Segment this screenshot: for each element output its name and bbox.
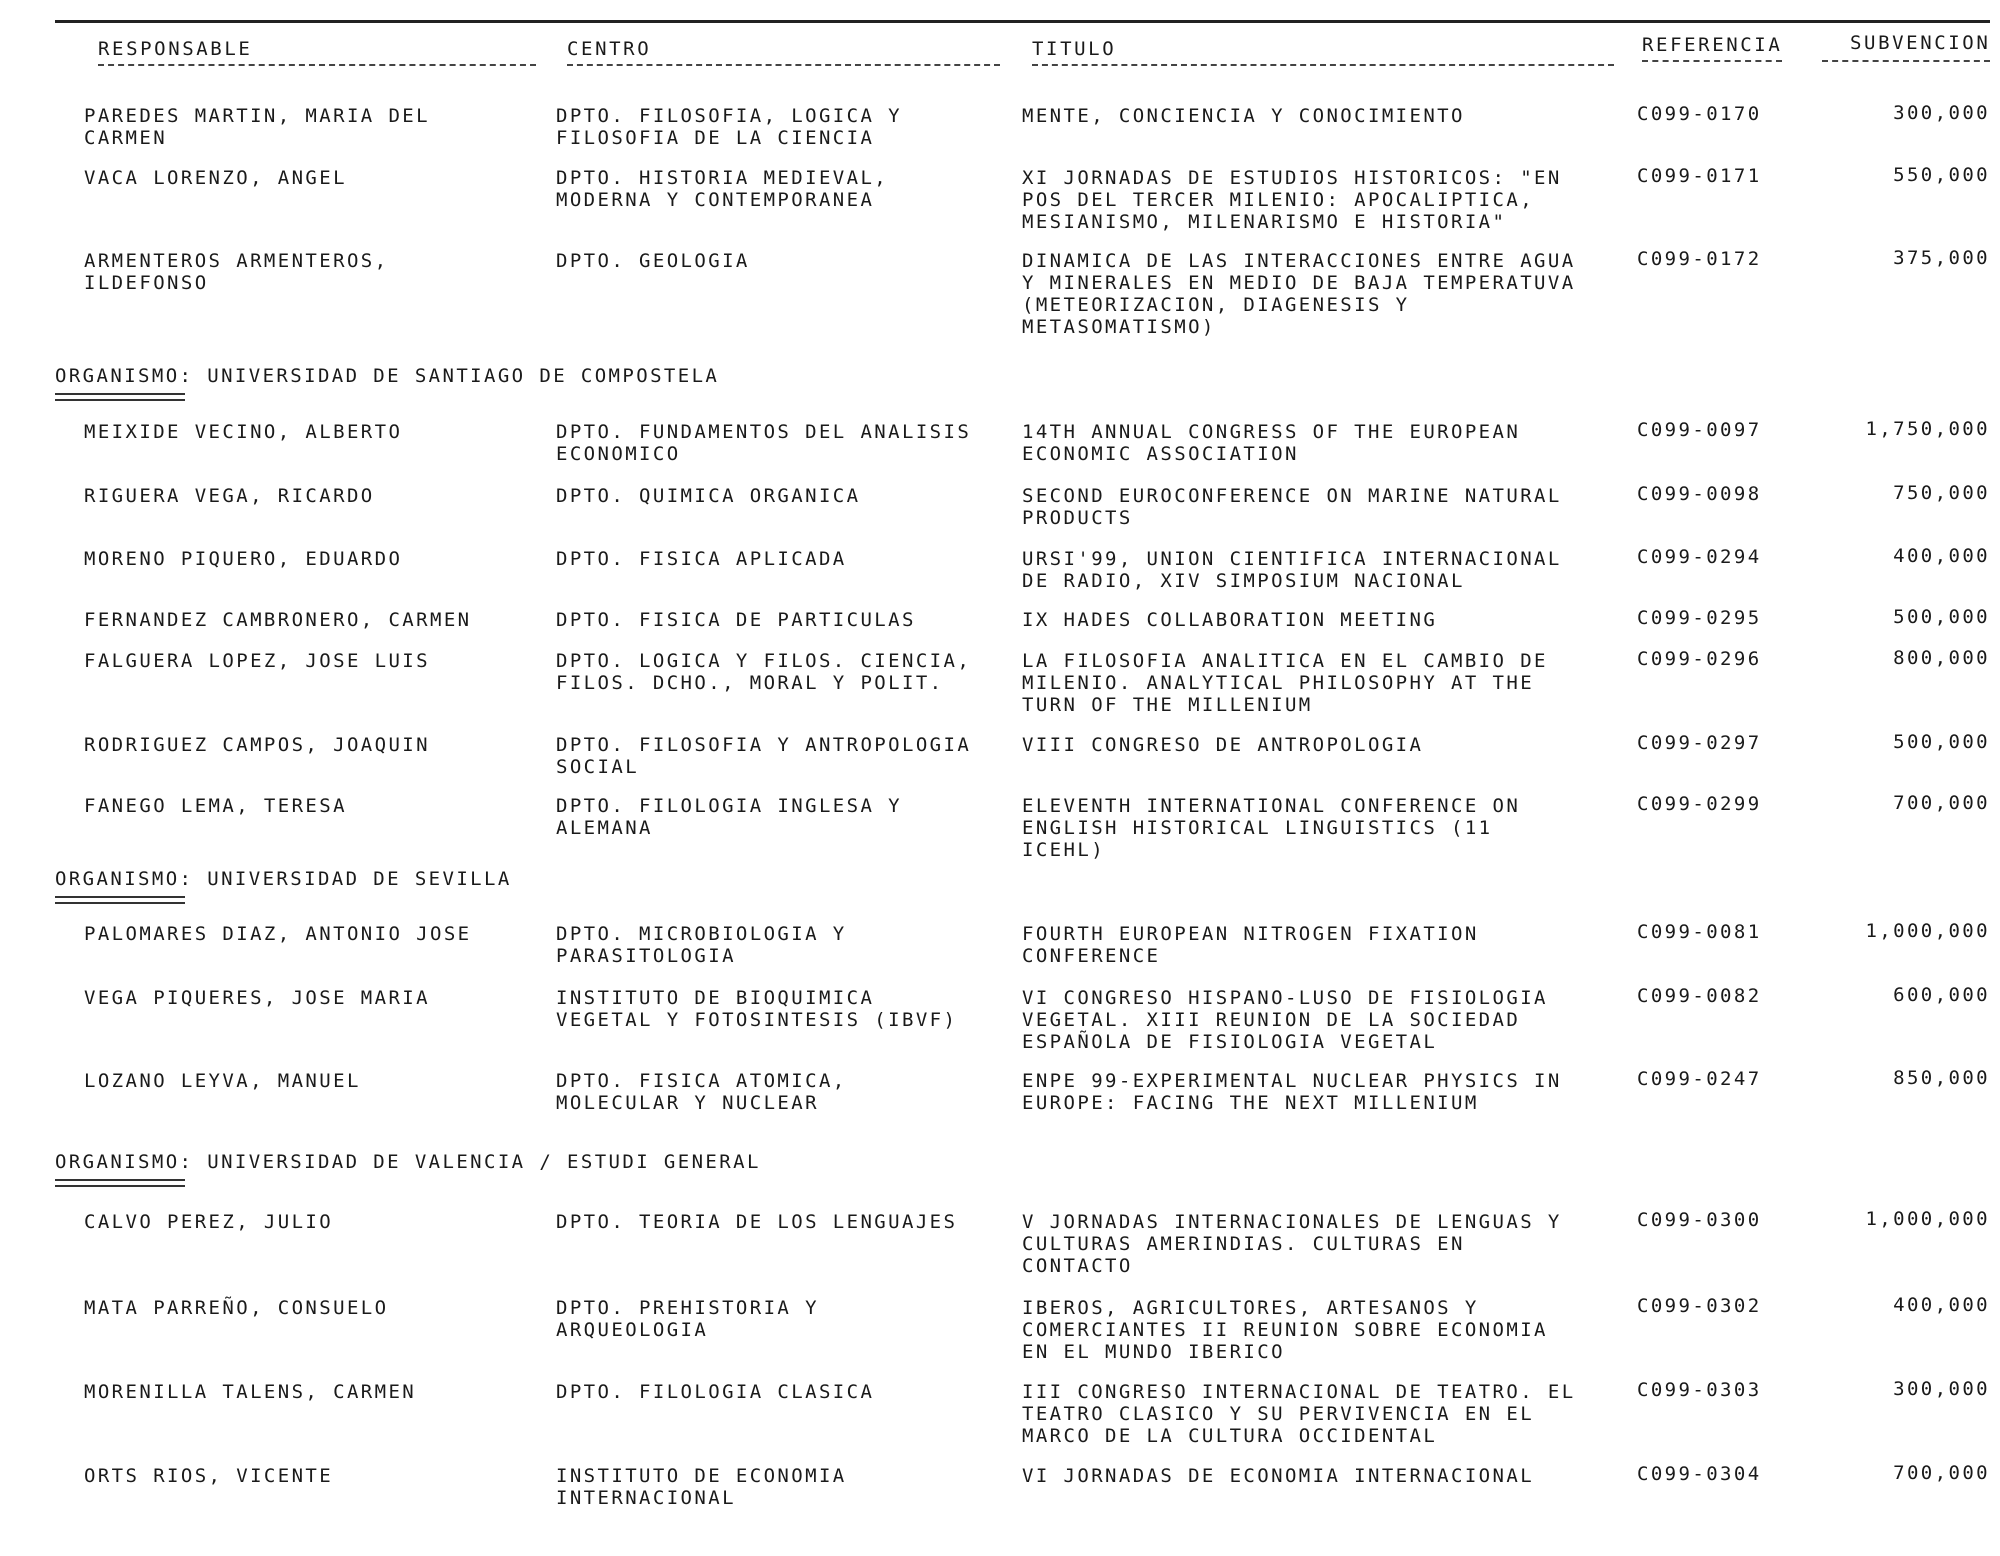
organismo-heading: ORGANISMO: UNIVERSIDAD DE VALENCIA / ESTUDI GENERAL (55, 1151, 761, 1173)
cell-referencia: C099-0304 (1637, 1463, 1762, 1485)
cell-centro: DPTO. FISICA DE PARTICULAS (556, 609, 916, 631)
cell-subvencion: 700,000 (1893, 1462, 1990, 1484)
cell-referencia: C099-0170 (1637, 103, 1762, 125)
cell-referencia: C099-0172 (1637, 248, 1762, 270)
cell-centro: DPTO. MICROBIOLOGIA Y PARASITOLOGIA (556, 923, 847, 967)
cell-titulo: V JORNADAS INTERNACIONALES DE LENGUAS Y CULTURAS AMERINDIAS. CULTURAS EN CONTACTO (1022, 1211, 1562, 1277)
cell-referencia: C099-0171 (1637, 165, 1762, 187)
cell-subvencion: 850,000 (1893, 1067, 1990, 1089)
cell-responsable: FALGUERA LOPEZ, JOSE LUIS (84, 650, 430, 672)
cell-subvencion: 1,000,000 (1865, 1208, 1990, 1230)
cell-referencia: C099-0299 (1637, 793, 1762, 815)
cell-responsable: FANEGO LEMA, TERESA (84, 795, 347, 817)
cell-subvencion: 800,000 (1893, 647, 1990, 669)
cell-titulo: URSI'99, UNION CIENTIFICA INTERNACIONAL DE RADIO, XIV SIMPOSIUM NACIONAL (1022, 548, 1562, 592)
cell-responsable: ORTS RIOS, VICENTE (84, 1465, 334, 1487)
cell-titulo: 14TH ANNUAL CONGRESS OF THE EUROPEAN ECONOMIC ASSOCIATION (1022, 421, 1521, 465)
cell-centro: DPTO. FISICA APLICADA (556, 548, 847, 570)
cell-responsable: CALVO PEREZ, JULIO (84, 1211, 334, 1233)
cell-centro: DPTO. LOGICA Y FILOS. CIENCIA, FILOS. DCHO., MORAL Y POLIT. (556, 650, 972, 694)
cell-subvencion: 750,000 (1893, 482, 1990, 504)
cell-responsable: MATA PARREÑO, CONSUELO (84, 1297, 389, 1319)
cell-responsable: PALOMARES DIAZ, ANTONIO JOSE (84, 923, 472, 945)
header-underline (1822, 60, 1990, 62)
header-underline (98, 64, 536, 66)
cell-referencia: C099-0295 (1637, 607, 1762, 629)
cell-subvencion: 700,000 (1893, 792, 1990, 814)
cell-referencia: C099-0300 (1637, 1209, 1762, 1231)
column-header-titulo: TITULO (1032, 38, 1117, 60)
cell-centro: DPTO. FUNDAMENTOS DEL ANALISIS ECONOMICO (556, 421, 972, 465)
cell-titulo: VI CONGRESO HISPANO-LUSO DE FISIOLOGIA VEGETAL. XIII REUNION DE LA SOCIEDAD ESPAÑOLA DE FISIOLOGIA VEGETAL (1022, 987, 1548, 1053)
cell-referencia: C099-0302 (1637, 1295, 1762, 1317)
cell-titulo: VI JORNADAS DE ECONOMIA INTERNACIONAL (1022, 1465, 1535, 1487)
cell-referencia: C099-0297 (1637, 732, 1762, 754)
cell-centro: DPTO. FILOSOFIA, LOGICA Y FILOSOFIA DE LA CIENCIA (556, 105, 902, 149)
cell-responsable: PAREDES MARTIN, MARIA DEL CARMEN (84, 105, 430, 149)
cell-titulo: ELEVENTH INTERNATIONAL CONFERENCE ON ENGLISH HISTORICAL LINGUISTICS (11 ICEHL) (1022, 795, 1521, 861)
cell-titulo: XI JORNADAS DE ESTUDIOS HISTORICOS: "EN POS DEL TERCER MILENIO: APOCALIPTICA, MESIANISMO, MILENARISMO E HISTORIA" (1022, 167, 1562, 233)
cell-responsable: MORENILLA TALENS, CARMEN (84, 1381, 417, 1403)
cell-centro: DPTO. TEORIA DE LOS LENGUAJES (556, 1211, 958, 1233)
header-underline (1032, 64, 1614, 66)
cell-referencia: C099-0097 (1637, 419, 1762, 441)
cell-centro: INSTITUTO DE ECONOMIA INTERNACIONAL (556, 1465, 847, 1509)
cell-subvencion: 500,000 (1893, 731, 1990, 753)
cell-titulo: SECOND EUROCONFERENCE ON MARINE NATURAL PRODUCTS (1022, 485, 1562, 529)
cell-responsable: FERNANDEZ CAMBRONERO, CARMEN (84, 609, 472, 631)
cell-referencia: C099-0296 (1637, 648, 1762, 670)
cell-centro: DPTO. FILOSOFIA Y ANTROPOLOGIA SOCIAL (556, 734, 972, 778)
header-underline (567, 64, 1000, 66)
cell-titulo: IX HADES COLLABORATION MEETING (1022, 609, 1438, 631)
cell-referencia: C099-0294 (1637, 546, 1762, 568)
cell-centro: DPTO. FISICA ATOMICA, MOLECULAR Y NUCLEAR (556, 1070, 847, 1114)
cell-responsable: MEIXIDE VECINO, ALBERTO (84, 421, 403, 443)
cell-subvencion: 1,000,000 (1865, 920, 1990, 942)
top-rule (55, 20, 1990, 23)
cell-centro: DPTO. QUIMICA ORGANICA (556, 485, 861, 507)
cell-responsable: RODRIGUEZ CAMPOS, JOAQUIN (84, 734, 430, 756)
column-header-referencia: REFERENCIA (1642, 34, 1783, 56)
cell-responsable: RIGUERA VEGA, RICARDO (84, 485, 375, 507)
cell-responsable: VACA LORENZO, ANGEL (84, 167, 347, 189)
cell-centro: INSTITUTO DE BIOQUIMICA VEGETAL Y FOTOSINTESIS (IBVF) (556, 987, 958, 1031)
cell-referencia: C099-0081 (1637, 921, 1762, 943)
cell-subvencion: 500,000 (1893, 606, 1990, 628)
cell-titulo: IBEROS, AGRICULTORES, ARTESANOS Y COMERCIANTES II REUNION SOBRE ECONOMIA EN EL MUNDO IBERICO (1022, 1297, 1548, 1363)
column-header-subvencion: SUBVENCION (1850, 32, 1991, 54)
cell-subvencion: 300,000 (1893, 1378, 1990, 1400)
cell-referencia: C099-0098 (1637, 483, 1762, 505)
cell-referencia: C099-0082 (1637, 985, 1762, 1007)
cell-subvencion: 550,000 (1893, 164, 1990, 186)
cell-subvencion: 1,750,000 (1865, 418, 1990, 440)
cell-titulo: LA FILOSOFIA ANALITICA EN EL CAMBIO DE MILENIO. ANALYTICAL PHILOSOPHY AT THE TURN OF THE MILLENIUM (1022, 650, 1548, 716)
column-header-centro: CENTRO (567, 38, 652, 60)
cell-titulo: VIII CONGRESO DE ANTROPOLOGIA (1022, 734, 1424, 756)
cell-referencia: C099-0247 (1637, 1068, 1762, 1090)
cell-responsable: LOZANO LEYVA, MANUEL (84, 1070, 361, 1092)
cell-responsable: ARMENTEROS ARMENTEROS, ILDEFONSO (84, 250, 389, 294)
cell-responsable: VEGA PIQUERES, JOSE MARIA (84, 987, 430, 1009)
organismo-heading: ORGANISMO: UNIVERSIDAD DE SEVILLA (55, 868, 512, 890)
cell-subvencion: 375,000 (1893, 247, 1990, 269)
cell-subvencion: 300,000 (1893, 102, 1990, 124)
cell-centro: DPTO. GEOLOGIA (556, 250, 750, 272)
header-underline (1642, 60, 1782, 62)
cell-centro: DPTO. HISTORIA MEDIEVAL, MODERNA Y CONTEMPORANEA (556, 167, 889, 211)
cell-responsable: MORENO PIQUERO, EDUARDO (84, 548, 403, 570)
heading-underline (55, 1179, 185, 1187)
column-header-responsable: RESPONSABLE (98, 38, 253, 60)
cell-centro: DPTO. PREHISTORIA Y ARQUEOLOGIA (556, 1297, 819, 1341)
heading-underline (55, 393, 185, 401)
cell-titulo: MENTE, CONCIENCIA Y CONOCIMIENTO (1022, 105, 1465, 127)
cell-subvencion: 400,000 (1893, 1294, 1990, 1316)
cell-centro: DPTO. FILOLOGIA INGLESA Y ALEMANA (556, 795, 902, 839)
cell-titulo: ENPE 99-EXPERIMENTAL NUCLEAR PHYSICS IN EUROPE: FACING THE NEXT MILLENIUM (1022, 1070, 1562, 1114)
cell-subvencion: 600,000 (1893, 984, 1990, 1006)
cell-referencia: C099-0303 (1637, 1379, 1762, 1401)
organismo-heading: ORGANISMO: UNIVERSIDAD DE SANTIAGO DE COMPOSTELA (55, 365, 720, 387)
heading-underline (55, 896, 185, 904)
cell-titulo: III CONGRESO INTERNACIONAL DE TEATRO. EL TEATRO CLASICO Y SU PERVIVENCIA EN EL MARCO DE LA CULTURA OCCIDENTAL (1022, 1381, 1576, 1447)
cell-centro: DPTO. FILOLOGIA CLASICA (556, 1381, 875, 1403)
cell-titulo: DINAMICA DE LAS INTERACCIONES ENTRE AGUA Y MINERALES EN MEDIO DE BAJA TEMPERATUVA (METEORIZACION, DIAGENESIS Y METASOMATISMO) (1022, 250, 1576, 338)
cell-subvencion: 400,000 (1893, 545, 1990, 567)
cell-titulo: FOURTH EUROPEAN NITROGEN FIXATION CONFERENCE (1022, 923, 1479, 967)
